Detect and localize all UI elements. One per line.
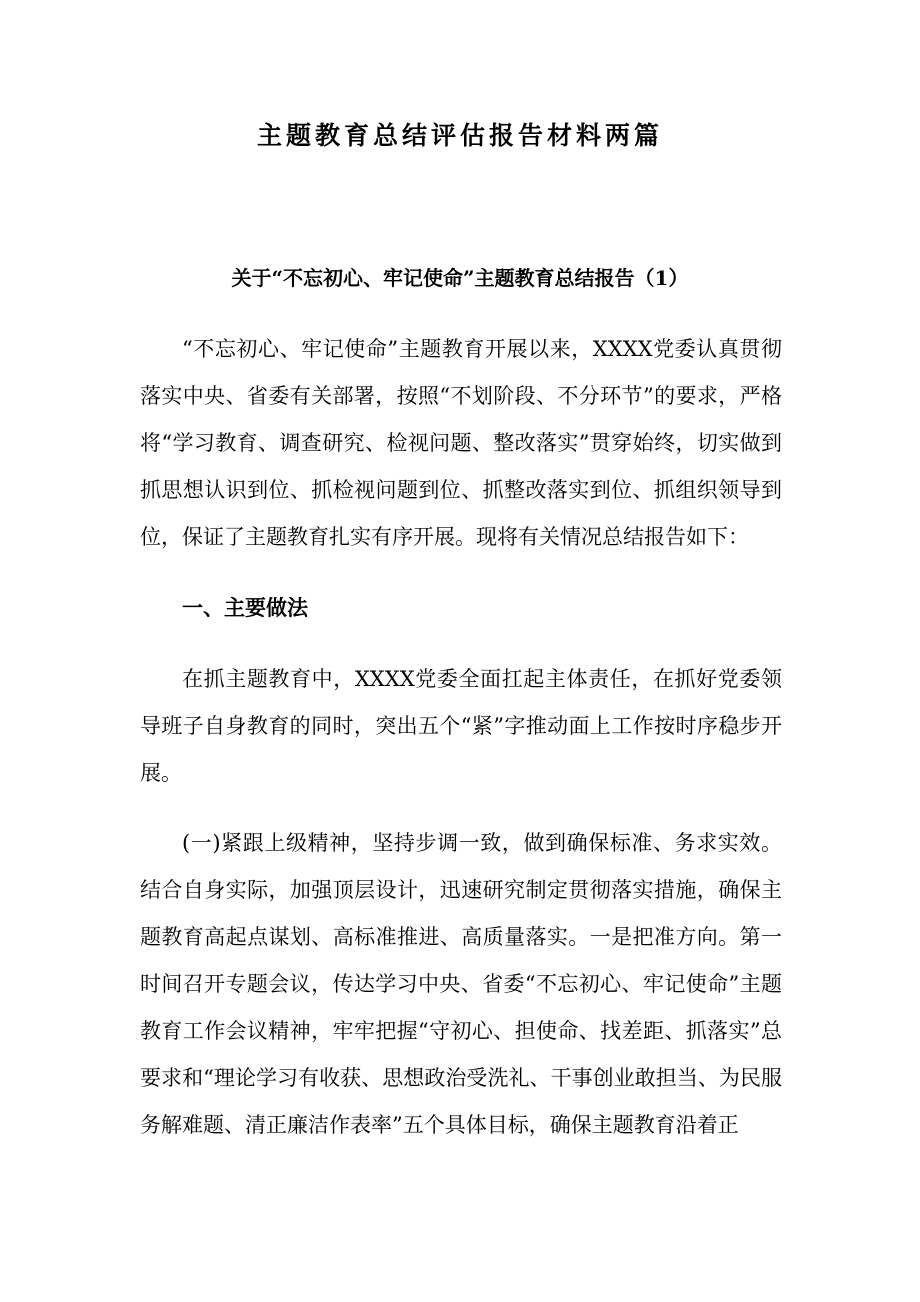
paragraph-item-one: (一)紧跟上级精神，坚持步调一致，做到确保标准、务求实效。结合自身实际，加强顶层设计，迅速研究制定贯彻落实措施，确保主题教育高起点谋划、高标准推进、高质量落实。一是把准方向。第一时间召开专题会议，传达学习中央、省委“不忘初心、牢记使命”主题教育工作会议精神，牢牢把握“守初心、担使命、找差距、抓落实”总要求和“理论学习有收获、思想政治受洗礼、干事创业敢担当、为民服务解难题、清正廉洁作表率”五个具体目标，确保主题教育沿着正 bbox=[140, 831, 782, 1137]
paragraph-main-approach: 在抓主题教育中，XXXX党委全面扛起主体责任，在抓好党委领导班子自身教育的同时，突出五个“紧”字推动面上工作按时序稳步开展。 bbox=[140, 667, 782, 785]
section-one-heading: 一、主要做法 bbox=[182, 595, 308, 620]
paragraph-intro: “不忘初心、牢记使命”主题教育开展以来，XXXX党委认真贯彻落实中央、省委有关部署，按照“不划阶段、不分环节”的要求，严格将“学习教育、调查研究、检视问题、整改落实”贯穿始终，切实做到抓思想认识到位、抓检视问题到位、抓整改落实到位、抓组织领导到位，保证了主题教育扎实有序开展。现将有关情况总结报告如下： bbox=[140, 337, 782, 549]
report-heading: 关于“不忘初心、牢记使命”主题教育总结报告（1） bbox=[231, 266, 689, 290]
document-title: 主题教育总结评估报告材料两篇 bbox=[256, 121, 663, 150]
